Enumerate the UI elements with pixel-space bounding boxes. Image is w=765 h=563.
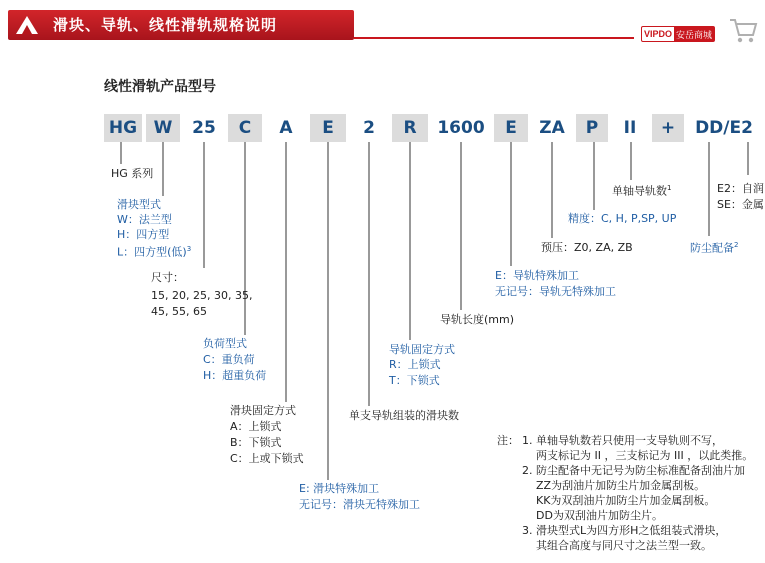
code-block-mount: A <box>266 114 306 142</box>
notes-prefix: 注： <box>497 434 519 447</box>
code-rails-count: II <box>612 114 648 142</box>
code-preload: ZA <box>532 114 572 142</box>
block-type-title: 滑块型式 <box>117 198 161 211</box>
brand-name-en: VIPDO <box>644 29 673 39</box>
code-block-special: E <box>310 114 346 142</box>
code-series: HG <box>104 114 142 142</box>
code-size: 25 <box>184 114 224 142</box>
load-title: 负荷型式 <box>203 337 247 350</box>
code-block-type: W <box>146 114 180 142</box>
note-2c: KK为双刮油片加防尘片加金属刮板。 <box>536 494 716 507</box>
dust-option-e2: E2：自润 <box>717 182 764 195</box>
rail-mount-r: R：上锁式 <box>389 358 441 371</box>
block-special-e: E: 滑块特殊加工 <box>299 482 380 495</box>
blocks-per-rail-label: 单支导轨组装的滑块数 <box>349 409 459 422</box>
rail-special-none: 无记号：导轨无特殊加工 <box>495 285 616 298</box>
block-type-l: L：四方型(低)$^3$ <box>117 245 192 259</box>
code-rail-length: 1600 <box>432 114 490 142</box>
note-3b: 其组合高度与同尺寸之法兰型一致。 <box>536 539 712 552</box>
note-1a: 1. 单轴导轨数若只使用一支导轨则不写， <box>522 434 723 447</box>
code-plus: + <box>652 114 684 142</box>
accuracy-label: 精度：C, H, P,SP, UP <box>568 212 677 225</box>
code-rail-mount: R <box>392 114 428 142</box>
block-type-w: W：法兰型 <box>117 213 172 226</box>
block-special-none: 无记号：滑块无特殊加工 <box>299 498 420 511</box>
dust-label: 防尘配备$^2$ <box>690 241 739 255</box>
block-mount-b: B：下锁式 <box>230 436 282 449</box>
code-blocks-count: 2 <box>350 114 388 142</box>
preload-label: 预压：Z0, ZA, ZB <box>541 241 633 254</box>
block-mount-a: A：上锁式 <box>230 420 282 433</box>
section-title: 线性滑轨产品型号 <box>104 79 216 95</box>
block-mount-c: C：上或下锁式 <box>230 452 304 465</box>
code-dust-protection: DD/E2 <box>688 114 760 142</box>
rail-mount-t: T：下锁式 <box>389 374 440 387</box>
block-type-h: H：四方型 <box>117 228 170 241</box>
note-2d: DD为双刮油片加防尘片。 <box>536 509 663 522</box>
load-h: H：超重负荷 <box>203 369 267 382</box>
note-2a: 2. 防尘配备中无记号为防尘标准配备刮油片加 <box>522 464 745 477</box>
rail-special-e: E：导轨特殊加工 <box>495 269 579 282</box>
code-accuracy: P <box>576 114 608 142</box>
size-values-1: 15, 20, 25, 30, 35, <box>151 289 253 302</box>
block-mount-title: 滑块固定方式 <box>230 404 296 417</box>
brand-name-cn: 安岳商城 <box>674 27 714 41</box>
load-c: C：重负荷 <box>203 353 255 366</box>
note-3a: 3. 滑块型式L为四方形H之低组装式滑块， <box>522 524 727 537</box>
size-values-2: 45, 55, 65 <box>151 305 207 318</box>
code-rail-special: E <box>494 114 528 142</box>
series-label: HG 系列 <box>111 167 154 180</box>
dust-option-se: SE：金属 <box>717 198 764 211</box>
note-2b: ZZ为刮油片加防尘片加金属刮板。 <box>536 479 706 492</box>
note-1b: 两支标记为 II ，三支标记为 III ，以此类推。 <box>536 449 754 462</box>
page-title: 滑块、导轨、线性滑轨规格说明 <box>53 16 278 34</box>
size-title: 尺寸： <box>151 271 184 284</box>
rail-length-label: 导轨长度(mm) <box>440 313 515 326</box>
rail-mount-title: 导轨固定方式 <box>389 343 455 356</box>
rails-per-axis-label: 单轴导轨数$^1$ <box>612 184 672 198</box>
code-load-type: C <box>228 114 262 142</box>
